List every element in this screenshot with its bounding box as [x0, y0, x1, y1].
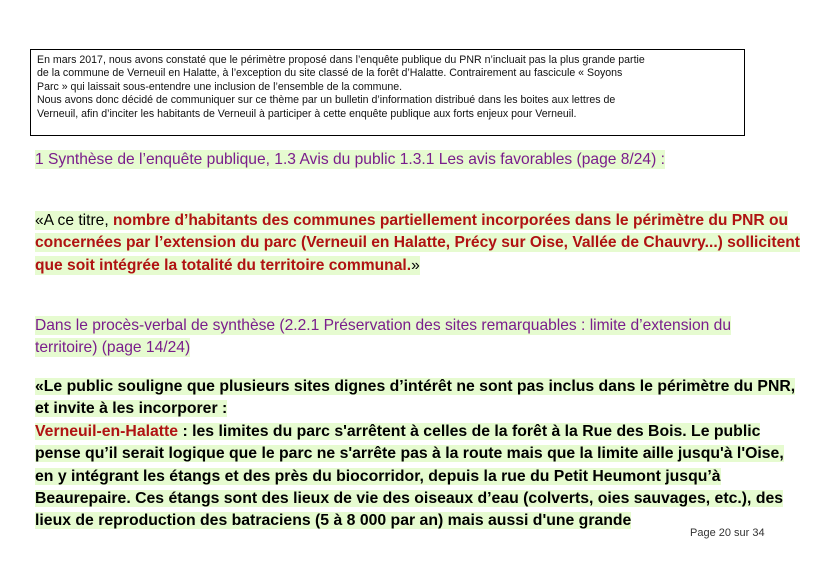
reference-text: Dans le procès-verbal de synthèse (2.2.1 Préservation des sites remarquables : limite d’extension du territoire) (page 14/24)	[35, 317, 732, 357]
note-line: En mars 2017, nous avons constaté que le périmètre proposé dans l’enquête publique du PNR n’incluait pas la plus grande partie	[37, 54, 645, 66]
quote-close: »	[411, 256, 420, 274]
quote-body: : les limites du parc s'arrêtent à celles de la forêt à la Rue des Bois. Le public pense qu’il serait logique que le parc ne s'arrête pas à la route mais que la limite aille jusqu'à l'Oise, en y intégrant les étangs et des près du biocorridor, depuis la rue du Petit Heumont jusqu’à Beaurepaire. Ces étangs sont des lieux de vie des oiseaux d’eau (colverts, oies sauvages, etc.), des lieux de reproduction des batraciens (5 à 8 000 par an) mais aussi d'une grande	[35, 422, 784, 530]
quote-public-souligne	[35, 376, 805, 538]
quote-avis-favorables	[35, 210, 805, 277]
quote-intro: «Le public souligne que plusieurs sites dignes d’intérêt ne sont pas inclus dans le périmètre du PNR, et invite à les incorporer :	[35, 378, 796, 418]
note-line: de la commune de Verneuil en Halatte, à l’exception du site classé de la forêt d’Halatte. Contrairement au fascicule « Soyons	[37, 67, 623, 80]
note-line: Nous avons donc décidé de communiquer sur ce thème par un bulletin d’information distribué dans les boites aux lettres de	[37, 94, 616, 107]
quote-open: «A ce titre,	[35, 212, 114, 229]
place-name: Verneuil-en-Halatte	[35, 422, 179, 440]
reference-proces-verbal	[35, 315, 775, 360]
quote-emphasis: nombre d’habitants des communes partiellement incorporées dans le périmètre du PNR ou concernées par l’extension du parc (Verneuil en Halatte, Précy sur Oise, Vallée de Chauvry...) sollicitent que soit intégrée la totalité du territoire communal.	[35, 212, 800, 274]
note-line: Verneuil, afin d’inciter les habitants de Verneuil à participer à cette enquête publique aux forts enjeux pour Verneuil.	[37, 107, 577, 120]
intro-note-box	[30, 49, 745, 136]
reference-synthese	[35, 149, 795, 171]
note-line: Parc » qui laissait sous-entendre une inclusion de l’ensemble de la commune.	[37, 80, 403, 93]
page-number: Page 20 sur 34	[690, 527, 765, 539]
reference-text: 1 Synthèse de l’enquête publique, 1.3 Avis du public 1.3.1 Les avis favorables (page 8/24) :	[35, 151, 665, 168]
